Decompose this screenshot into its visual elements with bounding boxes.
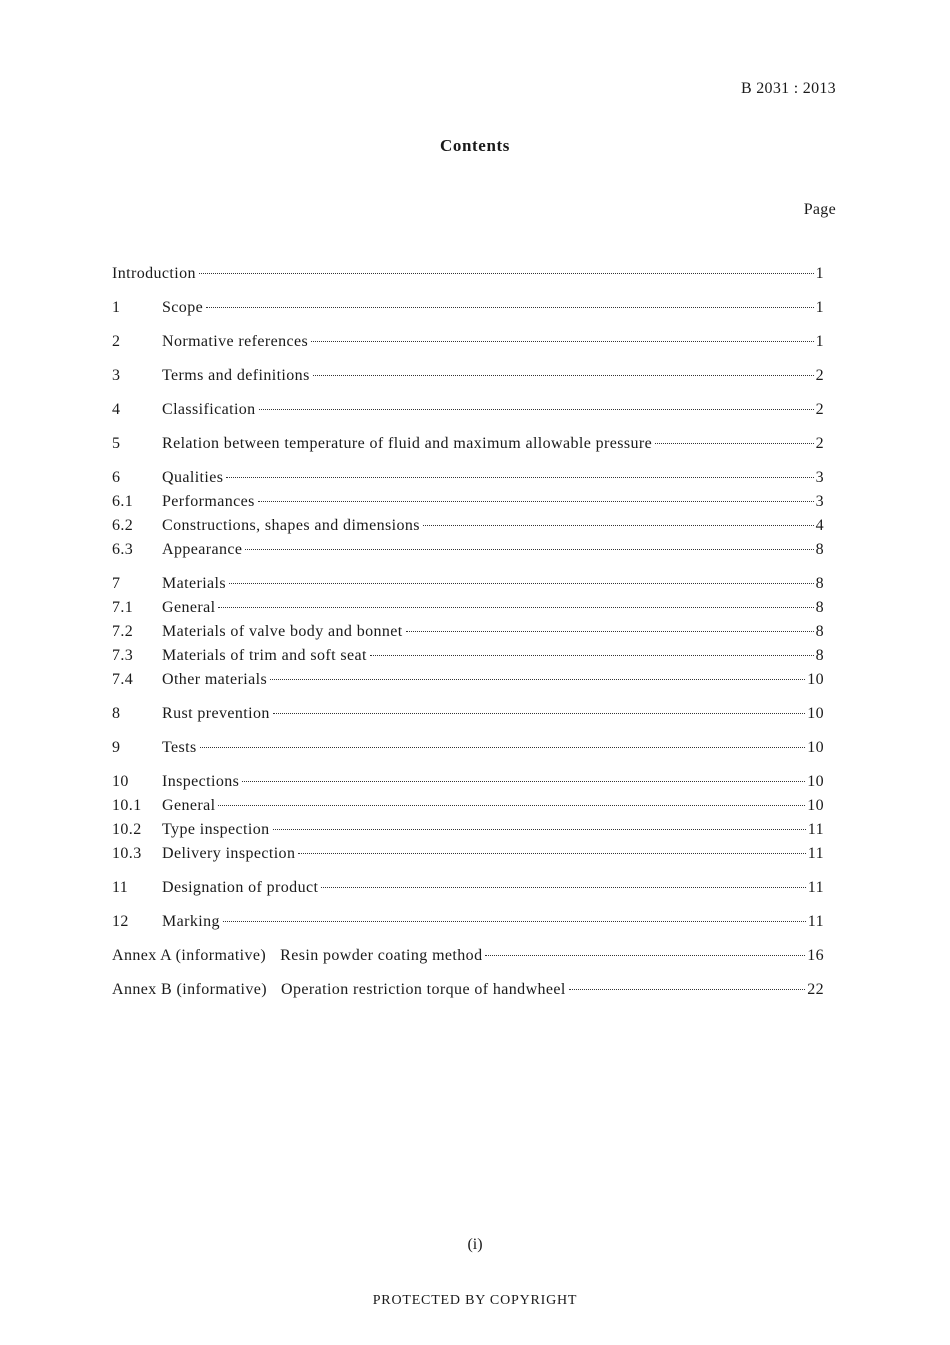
toc-entry-number: 3: [112, 367, 121, 384]
toc-entry[interactable]: [112, 432, 824, 456]
toc-entry-number: 6.1: [112, 493, 134, 510]
dot-leader: [321, 887, 805, 888]
toc-entry[interactable]: [112, 876, 824, 900]
toc-annex-entry[interactable]: [112, 944, 824, 968]
toc-entry-number: 2: [112, 333, 121, 350]
dot-leader: [226, 477, 813, 478]
dot-leader: [258, 501, 814, 502]
toc-entry-title: Terms and definitions: [162, 367, 310, 384]
toc-entry-number: 7.3: [112, 647, 134, 664]
toc-entry[interactable]: [112, 910, 824, 934]
dot-leader: [200, 747, 806, 748]
toc-entry-number: 10: [112, 773, 129, 790]
toc-entry-title: Tests: [162, 739, 197, 756]
toc-entry-number: 11: [112, 879, 129, 896]
toc-entry-title: Inspections: [162, 773, 240, 790]
dot-leader: [313, 375, 814, 376]
toc-entry[interactable]: [112, 794, 824, 818]
toc-entry-page: 3: [815, 469, 824, 486]
toc-entry-number: 4: [112, 401, 121, 418]
toc-entry-page: 8: [815, 647, 824, 664]
toc-entry[interactable]: [112, 770, 824, 794]
toc-entry-number: 7.2: [112, 623, 134, 640]
toc-entry-page: 2: [815, 435, 824, 452]
dot-leader: [311, 341, 813, 342]
toc-entry-number: 10.2: [112, 821, 142, 838]
toc-entry-page: 4: [815, 517, 824, 534]
toc-entry-page: 8: [815, 541, 824, 558]
dot-leader: [242, 781, 805, 782]
toc-entry-number: 7.4: [112, 671, 134, 688]
toc-entry-title: Introduction: [112, 265, 196, 282]
dot-leader: [270, 679, 805, 680]
toc-entry[interactable]: [112, 466, 824, 490]
toc-entry-title: General: [162, 599, 216, 616]
toc-entry[interactable]: [112, 842, 824, 866]
toc-entry-title: Type inspection: [162, 821, 270, 838]
copyright-notice: PROTECTED BY COPYRIGHT: [372, 1293, 578, 1308]
toc-entry-page: 1: [815, 333, 824, 350]
toc-entry[interactable]: [112, 296, 824, 320]
toc-annex-entry[interactable]: [112, 978, 824, 1002]
dot-leader: [485, 955, 805, 956]
dot-leader: [218, 607, 813, 608]
toc-entry[interactable]: [112, 538, 824, 562]
toc-entry[interactable]: [112, 262, 824, 286]
toc-entry[interactable]: [112, 364, 824, 388]
toc-entry-page: 11: [807, 845, 824, 862]
toc-entry-title: Normative references: [162, 333, 309, 350]
toc-entry-page: 8: [815, 623, 824, 640]
dot-leader: [199, 273, 814, 274]
toc-entry[interactable]: [112, 736, 824, 760]
toc-entry-title: Other materials: [162, 671, 268, 688]
toc-entry-page: 11: [807, 821, 824, 838]
toc-entry-title: Designation of product: [162, 879, 319, 896]
page-column-label: Page: [803, 201, 836, 218]
toc-entry-title: Materials of trim and soft seat: [162, 647, 367, 664]
dot-leader: [655, 443, 813, 444]
toc-entry-page: 11: [807, 879, 824, 896]
toc-entry-title: Marking: [162, 913, 220, 930]
toc-entry[interactable]: [112, 818, 824, 842]
toc-entry-number: 6.3: [112, 541, 134, 558]
dot-leader: [406, 631, 814, 632]
toc-entry-title: Constructions, shapes and dimensions: [162, 517, 420, 534]
dot-leader: [206, 307, 813, 308]
dot-leader: [370, 655, 814, 656]
toc-entry-number: 12: [112, 913, 129, 930]
toc-entry-page: 11: [807, 913, 824, 930]
toc-entry[interactable]: [112, 490, 824, 514]
toc-entry-page: 10: [807, 773, 824, 790]
dot-leader: [218, 805, 805, 806]
toc-entry[interactable]: [112, 596, 824, 620]
toc-entry[interactable]: [112, 668, 824, 692]
annex-label: Annex B (informative): [112, 981, 268, 998]
toc-entry-title: Materials of valve body and bonnet: [162, 623, 403, 640]
annex-label: Annex A (informative): [112, 947, 267, 964]
toc-entry-page: 2: [815, 401, 824, 418]
table-of-contents: [112, 262, 824, 1002]
toc-entry-title: Relation between temperature of fluid and maximum allowable pressure: [162, 435, 653, 452]
toc-entry-page: 10: [807, 705, 824, 722]
contents-title: Contents: [440, 136, 510, 155]
toc-entry[interactable]: [112, 330, 824, 354]
annex-page: 22: [807, 981, 824, 998]
dot-leader: [223, 921, 806, 922]
toc-entry-number: 5: [112, 435, 121, 452]
toc-entry-number: 10.3: [112, 845, 142, 862]
toc-entry-title: Materials: [162, 575, 227, 592]
toc-entry[interactable]: [112, 702, 824, 726]
toc-entry-number: 8: [112, 705, 121, 722]
dot-leader: [298, 853, 805, 854]
dot-leader: [229, 583, 814, 584]
toc-entry-number: 1: [112, 299, 121, 316]
toc-entry-title: Appearance: [162, 541, 243, 558]
toc-entry-page: 8: [815, 599, 824, 616]
toc-entry-page: 8: [815, 575, 824, 592]
toc-entry-title: Qualities: [162, 469, 224, 486]
dot-leader: [569, 989, 805, 990]
toc-entry-number: 7: [112, 575, 121, 592]
annex-title: Operation restriction torque of handwheel: [281, 981, 566, 998]
toc-entry[interactable]: [112, 398, 824, 422]
toc-entry-page: 10: [807, 671, 824, 688]
toc-entry-number: 9: [112, 739, 121, 756]
toc-entry-title: Delivery inspection: [162, 845, 296, 862]
toc-entry-number: 6.2: [112, 517, 134, 534]
toc-entry[interactable]: [112, 644, 824, 668]
toc-entry-page: 3: [815, 493, 824, 510]
toc-entry-number: 7.1: [112, 599, 134, 616]
dot-leader: [273, 713, 805, 714]
toc-entry[interactable]: [112, 620, 824, 644]
footer-page-number: (i): [467, 1236, 483, 1253]
toc-entry-title: Rust prevention: [162, 705, 270, 722]
toc-entry-page: 1: [815, 265, 824, 282]
toc-entry-page: 1: [815, 299, 824, 316]
dot-leader: [423, 525, 814, 526]
standard-number: B 2031 : 2013: [740, 80, 836, 97]
toc-entry-title: Scope: [162, 299, 204, 316]
dot-leader: [273, 829, 806, 830]
toc-entry-title: Classification: [162, 401, 256, 418]
toc-entry[interactable]: [112, 572, 824, 596]
annex-page: 16: [807, 947, 824, 964]
toc-entry-title: General: [162, 797, 216, 814]
toc-entry-page: 10: [807, 797, 824, 814]
toc-entry-number: 10.1: [112, 797, 142, 814]
dot-leader: [245, 549, 813, 550]
toc-entry-page: 2: [815, 367, 824, 384]
dot-leader: [259, 409, 814, 410]
annex-title: Resin powder coating method: [280, 947, 483, 964]
toc-entry-number: 6: [112, 469, 121, 486]
toc-entry[interactable]: [112, 514, 824, 538]
toc-entry-page: 10: [807, 739, 824, 756]
toc-entry-title: Performances: [162, 493, 255, 510]
